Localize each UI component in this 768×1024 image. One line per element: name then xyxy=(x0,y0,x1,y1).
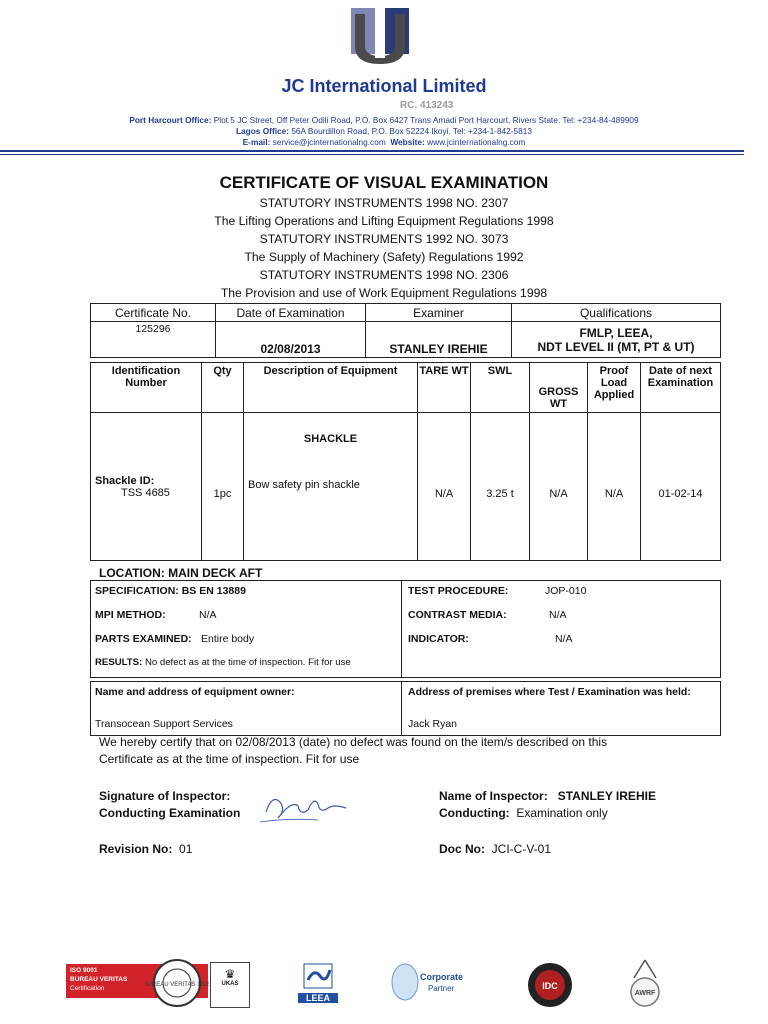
header-proof-load: Proof Load Applied xyxy=(588,363,641,413)
identification-number: TSS 4685 xyxy=(121,486,170,499)
examination-date: 02/08/2013 xyxy=(216,322,366,358)
leea-logo xyxy=(298,962,338,1004)
results-label: RESULTS: xyxy=(95,657,143,668)
header-swl: SWL xyxy=(471,363,530,413)
iso-line: BUREAU VERITAS xyxy=(70,976,128,983)
equipment-table xyxy=(90,362,721,561)
idc-text: IDC xyxy=(542,981,558,991)
regulation-line: The Lifting Operations and Lifting Equipment Regulations 1998 xyxy=(214,214,554,228)
header-date-of-examination: Date of Examination xyxy=(216,304,366,322)
awrf-logo xyxy=(622,956,668,1008)
port-harcourt-address xyxy=(0,115,768,125)
tare-wt-value: N/A xyxy=(418,413,471,561)
parts-examined-label: PARTS EXAMINED: xyxy=(95,633,192,645)
header-identification-number: Identification Number xyxy=(91,363,202,413)
company-name: JC International Limited xyxy=(281,76,487,96)
certify-line: Certificate as at the time of inspection. Fit for use xyxy=(99,752,360,766)
test-procedure-label: TEST PROCEDURE: xyxy=(408,585,509,597)
doc-value: JCI-C-V-01 xyxy=(491,842,552,856)
doc-label: Doc No: xyxy=(439,842,485,856)
certificate-number: 125296 xyxy=(91,322,216,358)
header-qty: Qty xyxy=(202,363,244,413)
header-rule xyxy=(0,150,744,152)
header-gross-wt: GROSS WT xyxy=(530,363,588,413)
conducting-value: Examination only xyxy=(516,806,608,820)
owner-label: Name and address of equipment owner: xyxy=(95,686,295,698)
certify-line: We hereby certify that on 02/08/2013 (date) no defect was found on the item/s described on this xyxy=(99,735,608,749)
test-procedure-value: JOP-010 xyxy=(545,585,587,597)
identification-label: Shackle ID: xyxy=(95,474,155,487)
lagos-label: Lagos Office: xyxy=(235,126,289,136)
ph-text: Plot 5 JC Street, Off Peter Odili Road, P.O. Box 6427 Trans Amadi Port Harcourt, Rivers State. Tel: +234-84-489909 xyxy=(213,115,639,125)
specification-label: SPECIFICATION: BS EN 13889 xyxy=(95,585,246,597)
gross-wt-value: N/A xyxy=(530,413,588,561)
regulation-line: STATUTORY INSTRUMENTS 1998 NO. 2306 xyxy=(259,268,509,282)
inspector-name-label: Name of Inspector: xyxy=(439,789,548,803)
email-label: E-mail: xyxy=(242,137,271,147)
owner-divider xyxy=(401,682,402,735)
inspector-signature xyxy=(258,782,354,830)
indicator-label: INDICATOR: xyxy=(408,633,469,645)
parts-examined-value: Entire body xyxy=(201,633,255,645)
idc-logo xyxy=(527,962,573,1008)
conducting-label: Conducting: xyxy=(439,806,510,820)
inspector-name-value: STANLEY IREHIE xyxy=(557,789,656,803)
identification-cell xyxy=(91,413,202,561)
header-rule-thin xyxy=(0,154,744,155)
revision-line xyxy=(99,842,192,856)
lagos-text: 56A Bourdillon Road, P.O. Box 52224 Ikoyi. Tel: +234-1-842-5813 xyxy=(291,126,533,136)
revision-value: 01 xyxy=(179,842,193,856)
qualification-line: FMLP, LEEA, xyxy=(579,325,653,340)
next-examination-value: 01-02-14 xyxy=(641,413,721,561)
qualifications-value xyxy=(512,322,721,358)
inspector-name-line xyxy=(439,789,656,803)
website-label: Website: xyxy=(390,137,425,147)
results-line xyxy=(95,657,351,668)
mpi-method-label: MPI METHOD: xyxy=(95,609,166,621)
indicator-value: N/A xyxy=(555,633,573,645)
bv-seal-text: BUREAU VERITAS 1828 xyxy=(145,982,209,988)
contrast-media-label: CONTRAST MEDIA: xyxy=(408,609,507,621)
header-qualifications: Qualifications xyxy=(512,304,721,322)
owner-box xyxy=(90,681,721,736)
header-certificate-no: Certificate No. xyxy=(91,304,216,322)
contact-line xyxy=(0,137,768,147)
quantity-value: 1pc xyxy=(202,413,244,561)
company-logo xyxy=(349,6,411,68)
location-label: LOCATION: MAIN DECK AFT xyxy=(99,566,263,580)
qualification-line: NDT LEVEL II (MT, PT & UT) xyxy=(537,339,695,354)
contrast-media-value: N/A xyxy=(549,609,567,621)
ph-label: Port Harcourt Office: xyxy=(129,115,212,125)
conducting-examination-label: Conducting Examination xyxy=(99,806,241,820)
spec-divider xyxy=(401,581,402,677)
regulation-line: STATUTORY INSTRUMENTS 1998 NO. 2307 xyxy=(259,196,509,210)
description-title: SHACKLE xyxy=(303,433,358,445)
regulation-line: STATUTORY INSTRUMENTS 1992 NO. 3073 xyxy=(259,232,509,246)
email-text: service@jcinternationalng.com xyxy=(272,137,386,147)
results-value: No defect as at the time of inspection. Fit for use xyxy=(144,657,351,668)
iso-line: Certification xyxy=(70,985,105,992)
specification-box xyxy=(90,580,721,678)
revision-label: Revision No: xyxy=(99,842,173,856)
header-examiner: Examiner xyxy=(366,304,512,322)
header-next-examination: Date of next Examination xyxy=(641,363,721,413)
awrf-text: AWRF xyxy=(634,990,656,997)
crown-icon: ♛ xyxy=(224,967,236,981)
doc-number-line xyxy=(439,842,551,856)
mpi-method-value: N/A xyxy=(199,609,217,621)
description-cell xyxy=(244,413,418,561)
owner-value: Transocean Support Services xyxy=(95,718,233,730)
regulation-line: The Supply of Machinery (Safety) Regulations 1992 xyxy=(244,250,524,264)
description-value: Bow safety pin shackle xyxy=(248,479,360,491)
header-tare-wt: TARE WT xyxy=(418,363,471,413)
partner-label: Partner xyxy=(428,984,455,993)
premises-label: Address of premises where Test / Examination was held: xyxy=(408,686,691,698)
proof-load-value: N/A xyxy=(588,413,641,561)
header-description: Description of Equipment xyxy=(244,363,418,413)
examiner-name: STANLEY IREHIE xyxy=(366,322,512,358)
certify-statement xyxy=(99,735,719,766)
conducting-line xyxy=(439,806,608,820)
bureau-veritas-seal xyxy=(145,958,209,1008)
certificate-title: CERTIFICATE OF VISUAL EXAMINATION xyxy=(219,173,549,192)
leea-label: LEEA xyxy=(298,993,338,1003)
swl-value: 3.25 t xyxy=(471,413,530,561)
premises-value: Jack Ryan xyxy=(408,718,458,730)
ukas-label: UKAS xyxy=(221,981,239,987)
regulation-line: The Provision and use of Work Equipment Regulations 1998 xyxy=(220,286,548,300)
ukas-logo xyxy=(210,962,250,1008)
corporate-label: Corporate xyxy=(420,972,464,982)
lagos-address xyxy=(0,126,768,136)
certificate-table xyxy=(90,303,721,358)
company-rc: RC. 413243 xyxy=(400,100,454,111)
iso-line: ISO 9001 xyxy=(70,967,98,974)
website-text: www.jcinternationalng.com xyxy=(427,137,526,147)
signature-label: Signature of Inspector: xyxy=(99,789,231,803)
corporate-partner-logo xyxy=(390,958,468,1006)
